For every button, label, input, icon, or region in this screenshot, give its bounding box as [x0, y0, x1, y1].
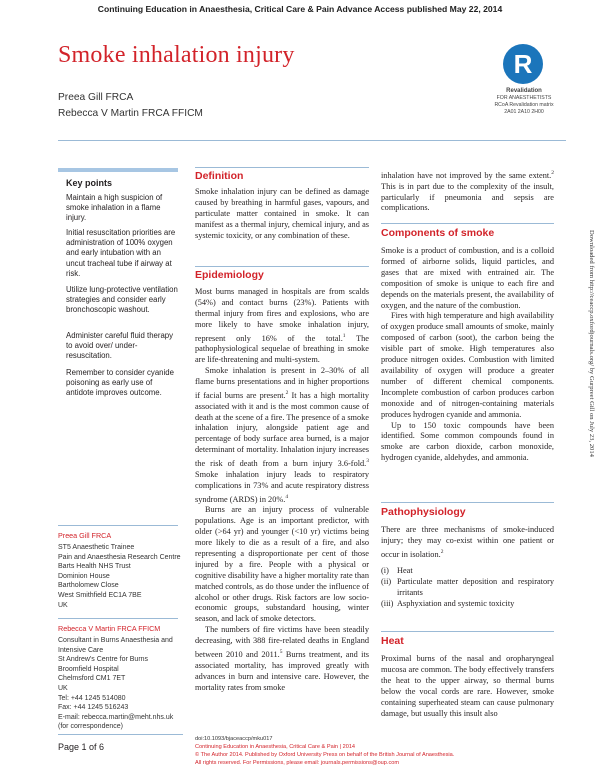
paragraph: Smoke is a product of combustion, and is a colloid formed of airborne solids, liquid particles, and gases that are mixed with entrained air. The composition of smoke is unique to each fire and depends on the materials present, the availability of oxygen, and the nature of the combustion. [381, 246, 554, 310]
paragraph: Smoke inhalation injury can be defined as damage caused by breathing in harmful gases, vapours, and particulate matter contained in smoke. It can manifest as a thermal injury, chemical injury, and as systemic toxicity, or any combination of these. [195, 187, 369, 240]
footer-journal: Continuing Education in Anaesthesia, Critical Care & Pain | 2014 [195, 744, 356, 750]
logo-line: Revalidation [506, 88, 542, 94]
reference[interactable]: 5 [279, 649, 283, 656]
text-run: Smoke inhalation injury leads to respiratory complications in 73% and acute respiratory distress syndrome (ARDS) in 20%. [195, 469, 369, 504]
author-1: Preea Gill FRCA [58, 92, 134, 103]
reference[interactable]: 4 [285, 493, 289, 500]
list-number: (iii) [381, 599, 394, 609]
paragraph [195, 366, 369, 505]
list-number: (ii) [381, 577, 392, 587]
section-rule [381, 631, 554, 632]
affiliation-name: Preea Gill FRCA [58, 531, 112, 540]
logo-line: RCoA Revalidation matrix [494, 102, 554, 108]
section-heading-epidemiology: Epidemiology [195, 269, 264, 281]
revalidation-logo-mark: R [503, 44, 543, 84]
affiliation-address: Consultant in Burns Anaesthesia and Intensive Care St Andrew's Centre for Burns Broomfield Hospital Chelmsford CM1 7ET UK Tel: +44 1245 514080 Fax: +44 1245 516243 E-mail: rebecca.martin@meht.nhs.uk (for correspondence) [58, 637, 174, 731]
reference[interactable]: 1 [342, 332, 346, 339]
affiliation-name: Rebecca V Martin FRCA FFICM [58, 624, 161, 633]
pathophysiology-text [381, 525, 554, 610]
logo-line: 2A01 2A10 2H00 [504, 109, 544, 115]
reference[interactable]: 2 [551, 170, 554, 176]
affiliation-divider [58, 618, 178, 619]
affiliation-divider [58, 525, 178, 526]
footer-doi: doi:10.1093/bjaceaccp/mku017 [195, 736, 273, 742]
paragraph [195, 625, 369, 693]
section-heading-components: Components of smoke [381, 227, 495, 239]
article-title: Smoke inhalation injury [58, 42, 295, 68]
list-number: (i) [381, 566, 389, 576]
list-text: Particulate matter deposition and respiratory irritants [397, 577, 554, 598]
text-run: The numbers of fire victims have been steadily decreasing, with 388 fire-related deaths in England between 2010 and 2011. [195, 625, 369, 659]
text-run: Smoke inhalation is present in 2–30% of all flame burns presentations and in higher proportions if facial burns are present. [195, 366, 369, 400]
key-points-title: Key points [66, 178, 113, 188]
section-heading-definition: Definition [195, 170, 244, 182]
section-rule [195, 167, 369, 168]
text-run: Most burns managed in hospitals are from scalds (54%) and contact burns (23%). Patients with thermal injury from fires and explosions, who are more likely to have smoke inhalation injury, represent only 16% of the total. [195, 287, 369, 343]
author-2: Rebecca V Martin FRCA FFICM [58, 108, 203, 119]
section-rule [381, 502, 554, 503]
footer-copyright: © The Author 2014. Published by Oxford University Press on behalf of the British Journal of Anaesthesia. [195, 752, 455, 758]
list-text: Heat [397, 566, 413, 576]
section-rule [195, 266, 369, 267]
page-number: Page 1 of 6 [58, 742, 105, 752]
reference[interactable]: 2 [285, 389, 289, 396]
key-point: Initial resuscitation priorities are administration of 100% oxygen and early intubation with an uncut tracheal tube if airway at risk. [66, 228, 176, 278]
definition-text [195, 187, 369, 242]
text-run: Burns treatment, and its associated mortality, has improved greatly with advances in burn and intensive care. However, the mortality rates from smoke [195, 649, 369, 692]
continued-text [381, 168, 554, 214]
list-item [381, 566, 554, 577]
section-rule [381, 223, 554, 224]
paragraph: Fires with high temperature and high availability of oxygen produce small amounts of smoke, mainly composed of carbon (soot), the carbon being the visible part of smoke. High temperatures also produce nitrogen oxides. Combustion with limited availability of oxygen will produce a greater number of different chemical components. Incomplete combustion of carbon produces carbon monoxide and of nitrogen-containing materials produces hydrogen cyanide and ammonia. [381, 311, 554, 419]
journal-banner: Continuing Education in Anaesthesia, Critical Care & Pain Advance Access published May 22, 2014 [97, 4, 503, 14]
key-point: Remember to consider cyanide poisoning as early use of antidote improves outcome. [66, 368, 174, 398]
paragraph [195, 287, 369, 366]
section-heading-heat: Heat [381, 635, 404, 647]
affiliation-address: ST5 Anaesthetic Trainee Pain and Anaesthesia Research Centre Barts Health NHS Trust Dominion House Bartholomew Close West Smithfield EC1A 7BE UK [58, 544, 181, 609]
list-item [381, 577, 554, 599]
revalidation-logo [490, 44, 558, 122]
paragraph: Up to 150 toxic compounds have been identified. Some common compounds found in smoke are carbon dioxide, carbon monoxide, hydrogen cyanide, aldehydes, and ammonia. [381, 420, 554, 463]
key-point: Utilize lung-protective ventilation strategies and consider early bronchoscopic washout. [66, 285, 178, 315]
text-run: There are three mechanisms of smoke-induced injury; they may co-exist within one patient or occur in isolation. [381, 525, 554, 559]
components-text [381, 246, 554, 464]
paragraph [381, 525, 554, 560]
download-note [587, 230, 599, 630]
text-run: inhalation have not improved by the same extent. [381, 170, 552, 180]
epidemiology-text [195, 287, 369, 693]
text-run: This is in part due to the complexity of the insult, particularly if pneumonia and sepsis are complications. [381, 181, 554, 213]
reference[interactable]: 3 [366, 458, 369, 465]
download-note-text: Downloaded from http://ceaccp.oxfordjournals.org/ by Gurpreet Gill on July 23, 2014 [588, 230, 595, 457]
paragraph: Burns are an injury process of vulnerable populations. Age is an important predictor, with older (>64 yr) and younger (<10 yr) victims being more likely to die as a result of a fire, and also representing a disproportionate per cent of those injured by a fire. People with a physical or cognitive disability have a higher mortality rate than matched controls, as do those under the influence of alcohol or other drugs. Risk factors are low socio-economic groups, substandard housing, winter season, and lack of smoke detectors. [195, 505, 369, 624]
key-point: Maintain a high suspicion of smoke inhalation in a flame injury. [66, 193, 163, 223]
key-points-bar [58, 168, 178, 172]
heat-text [381, 654, 554, 719]
section-heading-pathophysiology: Pathophysiology [381, 506, 466, 518]
header-divider [58, 140, 566, 141]
paragraph: Proximal burns of the nasal and oropharyngeal mucosa are common. The body effectively transfers the heat to the upper airway, so thermal burns below the vocal cords are rare. However, smoke containing superheated steam can cause pulmonary damage, but usually this insult also [381, 654, 554, 718]
paragraph [381, 168, 554, 214]
reference[interactable]: 2 [440, 548, 444, 555]
footer-divider [58, 734, 183, 735]
text-run: The pathophysiological sequelae of breathing in smoke are life-threatening and multi-system. [195, 333, 369, 365]
key-point: Administer careful fluid therapy to avoid over/ under-resuscitation. [66, 331, 174, 361]
footer-rights: All rights reserved. For Permissions, please email: journals.permissions@oup.com [195, 760, 400, 766]
list-text: Asphyxiation and systemic toxicity [397, 599, 515, 609]
logo-line: FOR ANAESTHETISTS [496, 95, 552, 101]
text-run: It has a high mortality associated with it and is the most common cause of death at the scene of a fire. The presence of a smoke inhalation injury, alongside patient age and percentage of body surface area burned, is a major determinant of mortality. Inhalation injury increases the risk of death from a burn injury 3.6-fold. [195, 390, 369, 468]
list-item [381, 599, 554, 610]
